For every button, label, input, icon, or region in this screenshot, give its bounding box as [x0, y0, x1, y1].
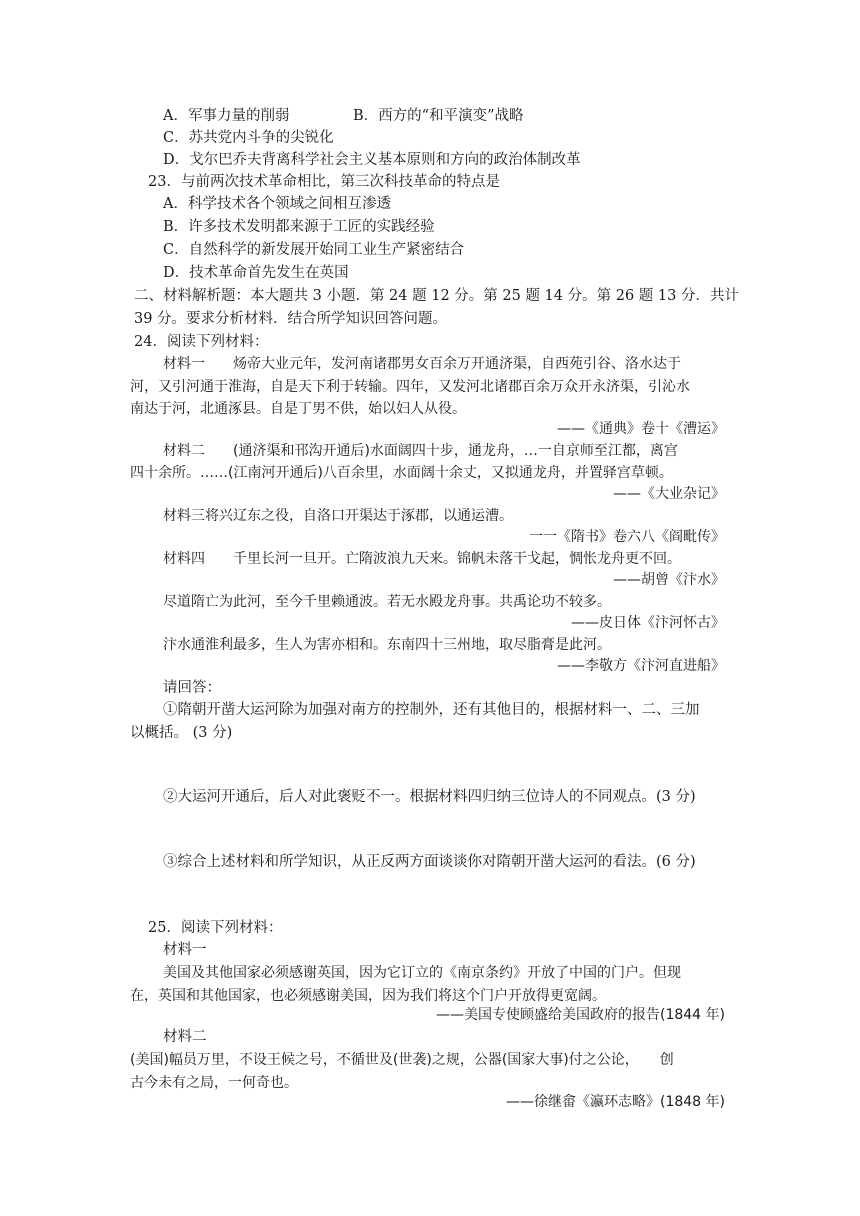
q25-material2-line2: 古今未有之局，一何奇也。: [130, 1075, 298, 1091]
q24-material2-line2: 四十余所。……(江南河开通后)八百余里，水面阔十余丈，又拟通龙舟，并置驿宫草顿。: [130, 465, 673, 481]
q23-option-a: A．科学技术各个领域之间相互渗透: [163, 196, 391, 212]
section2-instructions-line1: 二、材料解析题：本大题共 3 小题．第 24 题 12 分。第 25 题 14 分。第 26 题 13 分．共计: [134, 288, 739, 304]
q24-question3: ③综合上述材料和所学知识，从正反两方面谈谈你对隋朝开凿大运河的看法。(6 分): [163, 854, 696, 870]
q25-stem: 25．阅读下列材料：: [148, 920, 283, 936]
q24-ask-label: 请回答：: [163, 680, 221, 696]
q24-material4-line1: 材料四 千里长河一旦开。亡隋波浪九天来。锦帆未落干戈起，惆怅龙舟更不回。: [163, 551, 681, 567]
section2-instructions-line2: 39 分。要求分析材料．结合所学知识回答问题。: [134, 311, 448, 327]
q24-material4-line3: 汴水通淮利最多，生人为害亦相和。东南四十三州地，取尽脂膏是此河。: [163, 637, 611, 653]
q25-material2-line1: (美国)幅员万里，不设王候之号，不循世及(世袭)之规，公器(国家大事)付之公论， 创: [130, 1052, 674, 1068]
q22-option-c: C．苏共党内斗争的尖锐化: [163, 130, 334, 146]
q24-material1-line2: 河，又引河通于淮海，自是天下利于转输。四年，又发河北诸郡百余万众开永济渠，引沁水: [130, 379, 690, 395]
q22-option-d: D．戈尔巴乔夫背离科学社会主义基本原则和方向的政治体制改革: [163, 152, 581, 168]
q24-question1-line2: 以概括。 (3 分): [130, 725, 233, 741]
q24-material4-source3: ——李敬方《汴河直进船》: [557, 658, 725, 674]
q23-option-b: B．许多技术发明都来源于工匠的实践经验: [163, 219, 435, 235]
q24-stem: 24．阅读下列材料：: [134, 334, 269, 350]
q24-material1-line1: 材料一 炀帝大业元年，发河南诸郡男女百余万开通济渠，自西苑引谷、洛水达于: [163, 356, 681, 372]
q25-material1-line1: 美国及其他国家必须感谢英国，因为它订立的《南京条约》开放了中国的门户。但现: [163, 965, 681, 981]
q24-question1-line1: ①隋朝开凿大运河除为加强对南方的控制外，还有其他目的，根据材料一、二、三加: [163, 702, 700, 718]
q23-option-c: C．自然科学的新发展开始同工业生产紧密结合: [163, 242, 465, 258]
q23-stem: 23．与前两次技术革命相比，第三次科技革命的特点是: [148, 174, 500, 190]
q25-material1-line2: 在，英国和其他国家，也必须感谢美国，因为我们将这个门户开放得更宽阔。: [130, 988, 606, 1004]
q25-material2-label: 材料二: [163, 1029, 207, 1045]
q22-option-b: B．西方的“和平演变”战略: [353, 108, 524, 124]
q25-material1-label: 材料一: [163, 942, 207, 958]
q24-material1-line3: 南达于河，北通涿县。自是丁男不供，始以妇人从役。: [130, 401, 466, 417]
q24-material2-line1: 材料二 (通济渠和邗沟开通后)水面阔四十步，通龙舟，…一自京师至江都，离宫: [163, 443, 678, 459]
q24-material3-line1: 材料三将兴辽东之役，自洛口开渠达于涿郡，以通运漕。: [163, 508, 513, 524]
q23-option-d: D．技术革命首先发生在英国: [163, 265, 349, 281]
q24-material4-source2: ——皮日体《汴河怀古》: [571, 615, 725, 631]
q25-material2-source: ——徐继畲《瀛环志略》(1848 年): [505, 1094, 725, 1110]
q24-material4-line2: 尽道隋亡为此河，至今千里赖通波。若无水殿龙舟事。共禹论功不较多。: [163, 594, 611, 610]
q24-question2: ②大运河开通后，后人对此褒贬不一。根据材料四归纳三位诗人的不同观点。(3 分): [163, 789, 696, 805]
q25-material1-source: ——美国专使顾盛给美国政府的报告(1844 年): [435, 1007, 725, 1023]
q24-material3-source: 一一《隋书》卷六八《阎毗传》: [529, 529, 725, 545]
q22-option-a: A．军事力量的削弱: [163, 108, 290, 124]
q24-material4-source1: ——胡曾《汴水》: [613, 572, 725, 588]
q24-material1-source: ——《通典》卷十《漕运》: [557, 421, 725, 437]
q24-material2-source: ——《大业杂记》: [613, 486, 725, 502]
